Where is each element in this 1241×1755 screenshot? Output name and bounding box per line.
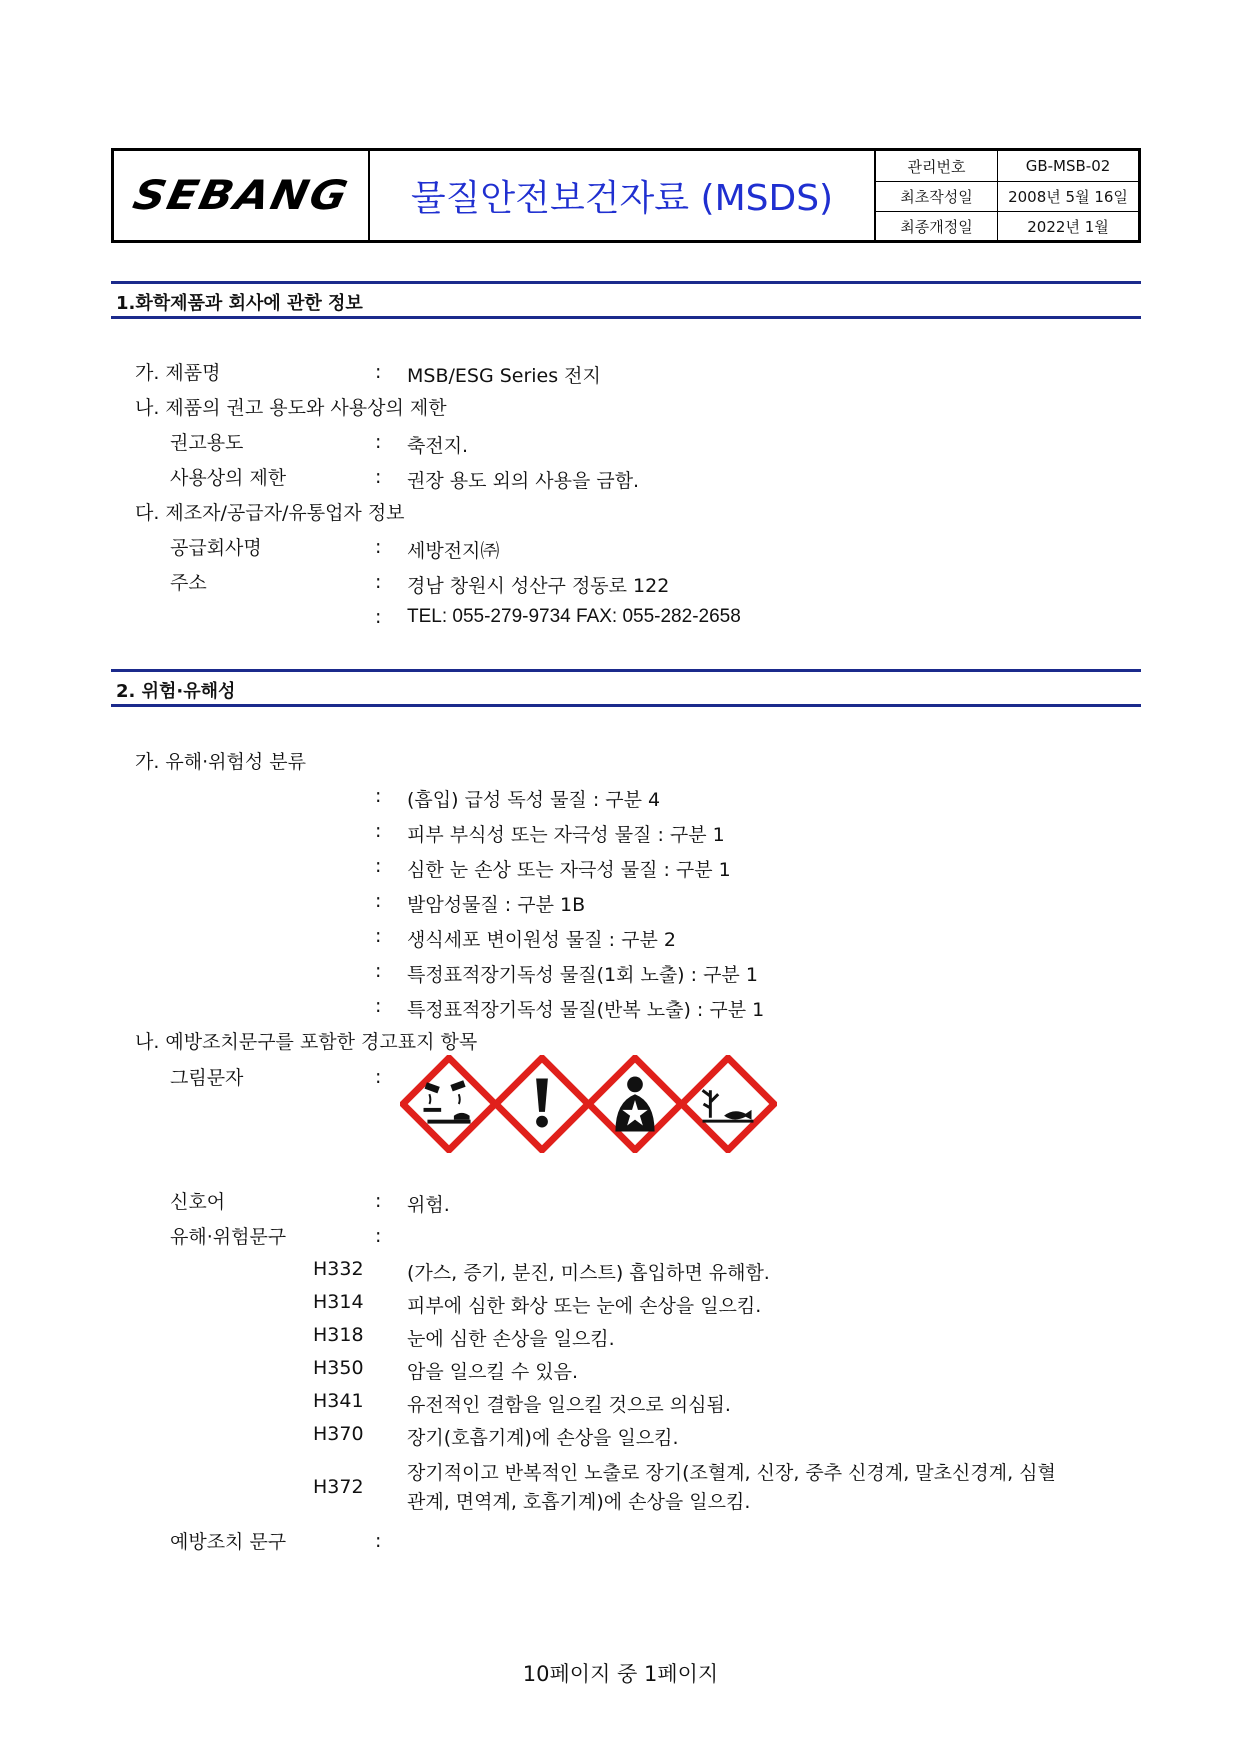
classification-item: 특정표적장기독성 물질(1회 노출) : 구분 1	[407, 964, 758, 986]
recommended-use-label: 권고용도	[170, 432, 244, 454]
colon: :	[375, 785, 382, 807]
colon: :	[375, 820, 382, 842]
meta-value: 2022년 1월	[1027, 217, 1109, 236]
hazard-text: 장기적이고 반복적인 노출로 장기(조혈계, 신장, 중추 신경계, 말초신경계, 심혈	[407, 1462, 1056, 1484]
address-value: 경남 창원시 성산구 정동로 122	[407, 575, 670, 597]
title-cell	[370, 151, 876, 240]
recommended-use-value: 축전지.	[407, 435, 469, 457]
colon: :	[375, 431, 382, 453]
exclamation-icon	[493, 1055, 591, 1153]
hazard-code: H370	[313, 1423, 364, 1445]
precaution-label: 예방조치 문구	[170, 1531, 287, 1553]
classification-item: 특정표적장기독성 물질(반복 노출) : 구분 1	[407, 999, 765, 1021]
colon: :	[375, 1225, 382, 1247]
classification-item: 피부 부식성 또는 자극성 물질 : 구분 1	[407, 824, 725, 846]
colon: :	[375, 1190, 382, 1212]
meta-row-created	[876, 181, 1138, 211]
classification-item: 생식세포 변이원성 물질 : 구분 2	[407, 929, 676, 951]
hazard-text: 암을 일으킬 수 있음.	[407, 1361, 578, 1383]
hazard-statements-label: 유해·위험문구	[170, 1226, 287, 1248]
section2-title: 2. 위험·유해성	[116, 681, 236, 702]
hazard-text: (가스, 증기, 분진, 미스트) 흡입하면 유해함.	[407, 1262, 770, 1284]
restriction-value: 권장 용도 외의 사용을 금함.	[407, 470, 640, 492]
company-logo: SEBANG	[128, 172, 354, 219]
colon: :	[375, 995, 382, 1017]
restriction-label: 사용상의 제한	[170, 467, 287, 489]
classification-heading: 가. 유해·위험성 분류	[135, 751, 306, 773]
corrosion-icon	[400, 1055, 498, 1153]
environment-icon	[679, 1055, 777, 1153]
meta-label: 최종개정일	[876, 211, 998, 241]
company-name-value: 세방전지㈜	[407, 540, 500, 562]
colon: :	[375, 361, 382, 383]
document-header	[111, 148, 1141, 243]
section-rule	[111, 669, 1141, 672]
hazard-text: 장기(호흡기계)에 손상을 일으킴.	[407, 1427, 679, 1449]
meta-row-control-number	[876, 151, 1138, 181]
product-name-label: 가. 제품명	[135, 362, 221, 384]
hazard-text: 피부에 심한 화상 또는 눈에 손상을 일으킴.	[407, 1295, 762, 1317]
colon: :	[375, 855, 382, 877]
usage-heading: 나. 제품의 권고 용도와 사용상의 제한	[135, 397, 447, 419]
address-label: 주소	[170, 572, 207, 594]
classification-item: 심한 눈 손상 또는 자극성 물질 : 구분 1	[407, 859, 731, 881]
pictogram-label: 그림문자	[170, 1067, 244, 1089]
colon: :	[375, 606, 382, 628]
product-name-value: MSB/ESG Series 전지	[407, 365, 601, 387]
supplier-heading: 다. 제조자/공급자/유통업자 정보	[135, 502, 405, 524]
meta-label: 관리번호	[876, 151, 998, 181]
section-rule	[111, 281, 1141, 284]
meta-value: 2008년 5월 16일	[1008, 187, 1128, 206]
hazard-text-continued: 관계, 면역계, 호흡기계)에 손상을 일으킴.	[407, 1491, 751, 1513]
meta-value: GB-MSB-02	[1025, 157, 1111, 175]
section-rule	[111, 316, 1141, 319]
colon: :	[375, 466, 382, 488]
colon: :	[375, 960, 382, 982]
classification-item: (흡입) 급성 독성 물질 : 구분 4	[407, 789, 661, 811]
colon: :	[375, 536, 382, 558]
colon: :	[375, 1066, 382, 1088]
meta-row-revised	[876, 211, 1138, 241]
hazard-text: 유전적인 결함을 일으킬 것으로 의심됨.	[407, 1394, 731, 1416]
section-rule	[111, 704, 1141, 707]
hazard-text: 눈에 심한 손상을 일으킴.	[407, 1328, 615, 1350]
signal-word-value: 위험.	[407, 1194, 450, 1216]
label-elements-heading: 나. 예방조치문구를 포함한 경고표지 항목	[135, 1031, 478, 1053]
hazard-code: H332	[313, 1258, 364, 1280]
hazard-code: H318	[313, 1324, 364, 1346]
page-title: 물질안전보건자료 (MSDS)	[410, 178, 834, 219]
signal-word-label: 신호어	[170, 1191, 226, 1213]
section1-title: 1.화학제품과 회사에 관한 정보	[116, 293, 363, 314]
colon: :	[375, 1530, 382, 1552]
company-name-label: 공급회사명	[170, 537, 262, 559]
hazard-code: H341	[313, 1390, 364, 1412]
hazard-code: H350	[313, 1357, 364, 1379]
page-number: 10페이지 중 1페이지	[522, 1662, 719, 1686]
colon: :	[375, 925, 382, 947]
logo-cell	[114, 151, 370, 240]
health-hazard-icon	[586, 1055, 684, 1153]
hazard-code: H314	[313, 1291, 364, 1313]
colon: :	[375, 571, 382, 593]
meta-label: 최초작성일	[876, 181, 998, 211]
contact-value: TEL: 055-279-9734 FAX: 055-282-2658	[407, 606, 741, 627]
colon: :	[375, 890, 382, 912]
hazard-code: H372	[313, 1476, 364, 1498]
classification-item: 발암성물질 : 구분 1B	[407, 894, 586, 916]
